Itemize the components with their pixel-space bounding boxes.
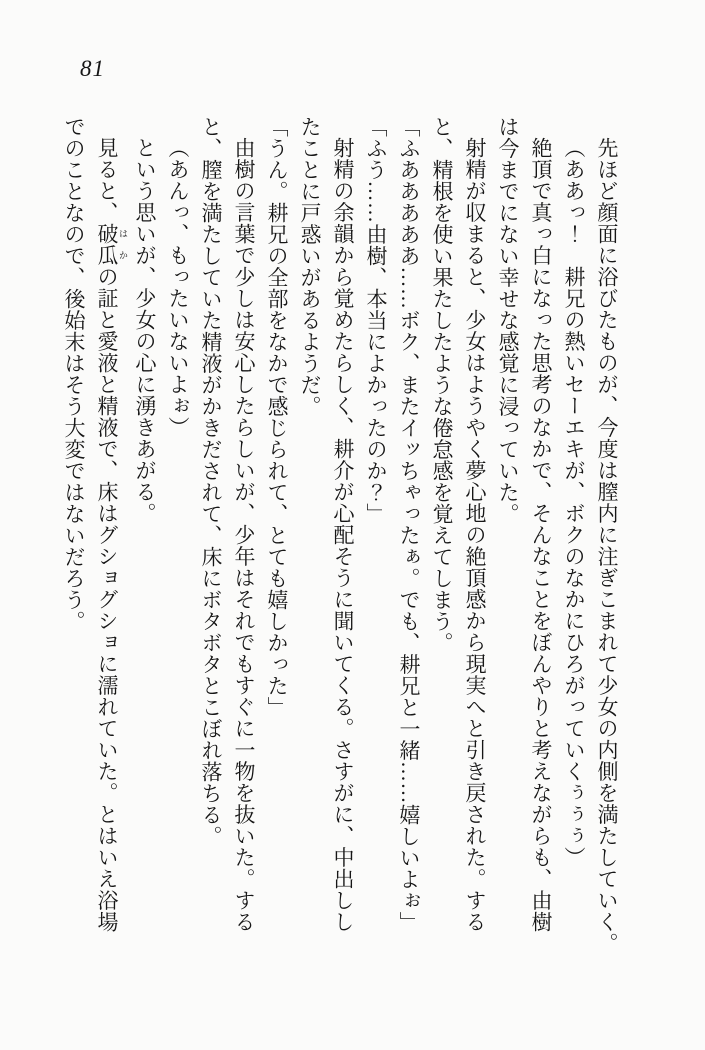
text-line: と、膣を満たしていた精液がかきだされて、床にボタボタとこぼれ落ちる。: [199, 116, 223, 847]
text-line: たことに戸惑いがあるようだ。: [298, 116, 322, 417]
text-line: でのことなので、後始末はそう大変ではないだろう。: [62, 116, 86, 632]
text-line: （ああっ！ 耕兄の熱いセーエキが、ボクのなかにひろがっていくぅぅぅ）: [562, 137, 586, 868]
body-text: [57, 116, 623, 966]
text-line: 絶頂で真っ白になった思考のなかで、そんなことをぼんやりと考えながらも、由樹: [529, 137, 553, 933]
text-line: 見ると、破瓜 はかの証と愛液と精液で、床はグショグショに濡れていた。とはいえ浴場: [95, 137, 128, 933]
text-line: 「ふあああああ……ボク、またイッちゃったぁ。でも、耕兄と一緒……嬉しいよぉ」: [397, 116, 421, 933]
text-line: 「ふう……由樹、本当によかったのか？」: [364, 116, 388, 525]
text-line: 射精が収まると、少女はようやく夢心地の絶頂感から現実へと引き戻された。する: [463, 137, 487, 933]
text-line: 先ほど顔面に浴びたものが、今度は膣内に注ぎこまれて少女の内側を満たしていく。: [595, 137, 619, 954]
text-line: 由樹の言葉で少しは安心したらしいが、少年はそれでもすぐに一物を抜いた。する: [232, 137, 256, 933]
text-line: という思いが、少女の心に湧きあがる。: [133, 137, 157, 524]
text-line: 射精の余韻から覚めたらしく、耕介が心配そうに聞いてくる。さすがに、中出しし: [331, 137, 355, 933]
text-line: は今までにない幸せな感覚に浸っていた。: [496, 116, 520, 525]
text-line: 「うん。耕兄の全部をなかで感じられて、とても嬉しかった」: [265, 116, 289, 718]
ruby-annotated-word: 破瓜 はか: [95, 223, 128, 266]
text-line: （あんっ、もったいないよぉ）: [166, 137, 190, 438]
page-number: 81: [80, 56, 105, 81]
text-line: と、精根を使い果たしたような倦怠感を覚えてしまう。: [430, 116, 454, 654]
